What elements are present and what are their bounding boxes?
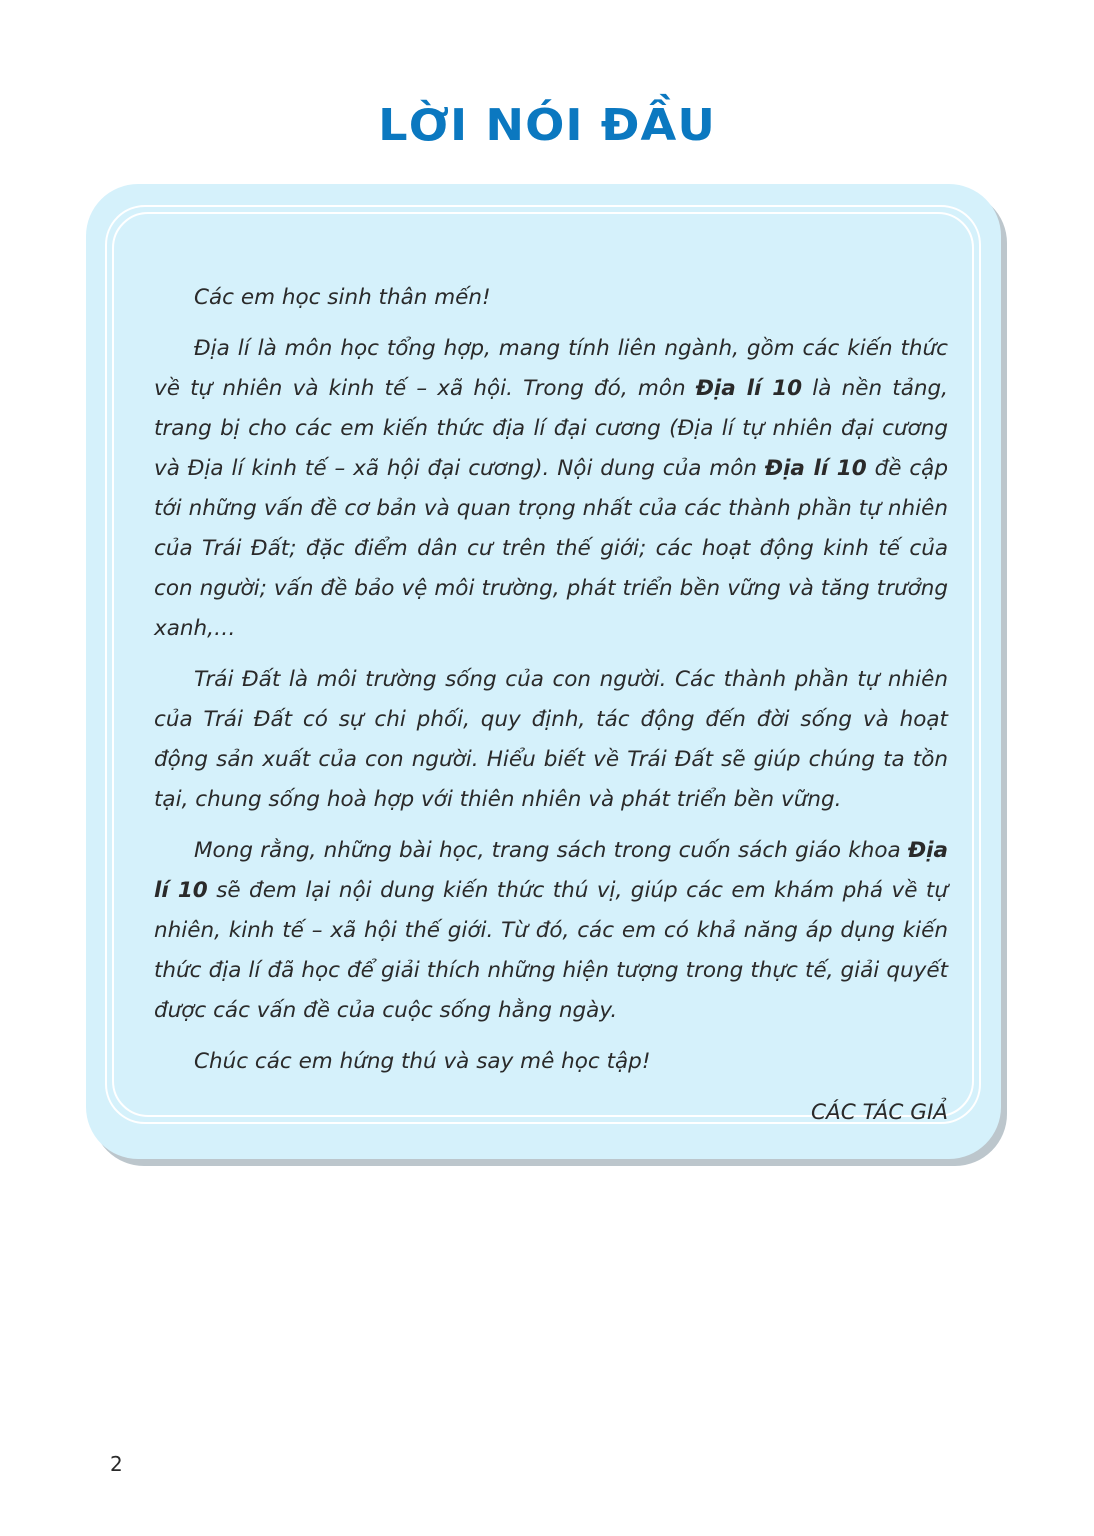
paragraph-1-text-e: đề cập tới những vấn đề cơ bản và quan trọng nhất của các thành phần tự nhiên của Trái Đất; đặc điểm dân cư trên thế giới; các hoạt động kinh tế của con người; vấn đề bảo vệ môi trường, phát triển bền vững và tăng trưởng xanh,… [154,456,948,641]
book-title: Địa lí 10 [154,838,948,903]
paragraph-1 [154,329,948,649]
greeting: Các em học sinh thân mến! [194,285,491,310]
closing: Chúc các em hứng thú và say mê học tập! [194,1049,651,1074]
signature: CÁC TÁC GIẢ [811,1100,948,1125]
paragraph-1-text-a: Địa lí là môn học tổng hợp, mang tính liên ngành, gồm các kiến thức về tự nhiên và kinh tế – xã hội. Trong đó, môn [154,336,948,401]
paragraph-3-text-a: Mong rằng, những bài học, trang sách trong cuốn sách giáo khoa [194,838,908,863]
preface-content [154,278,948,1144]
page-number: 2 [110,1452,123,1476]
page-title: LỜI NÓI ĐẦU [378,100,716,151]
paragraph-3 [154,831,948,1031]
paragraph-3-text-c: sẽ đem lại nội dung kiến thức thú vị, giúp các em khám phá về tự nhiên, kinh tế – xã hội thế giới. Từ đó, các em có khả năng áp dụng kiến thức địa lí đã học để giải thích những hiện tượng trong thực tế, giải quyết được các vấn đề của cuộc sống hằng ngày. [154,878,948,1023]
book-title: Địa lí 10 [695,376,803,401]
book-title: Địa lí 10 [764,456,867,481]
paragraph-2: Trái Đất là môi trường sống của con người. Các thành phần tự nhiên của Trái Đất có sự chi phối, quy định, tác động đến đời sống và hoạt động sản xuất của con người. Hiểu biết về Trái Đất sẽ giúp chúng ta tồn tại, chung sống hoà hợp với thiên nhiên và phát triển bền vững. [154,667,948,812]
paragraph-1-text-c: là nền tảng, trang bị cho các em kiến thức địa lí đại cương (Địa lí tự nhiên đại cương và Địa lí kinh tế – xã hội đại cương). Nội dung của môn [154,376,948,481]
